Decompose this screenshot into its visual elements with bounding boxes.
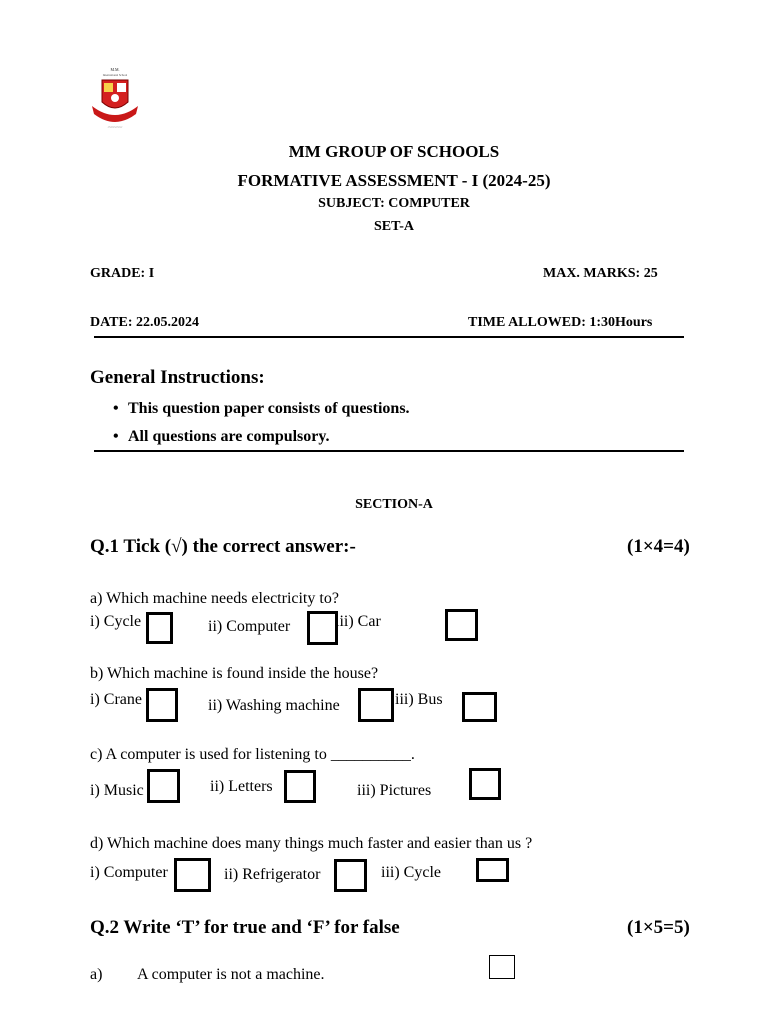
option-label: iii) Pictures xyxy=(357,782,432,799)
instruction-item: This question paper consists of questions. xyxy=(128,400,410,417)
answer-checkbox[interactable] xyxy=(307,611,338,645)
instruction-item: All questions are compulsory. xyxy=(128,428,330,445)
option-label: i) Music xyxy=(90,782,144,799)
time-allowed-label: TIME ALLOWED: 1:30Hours xyxy=(468,315,653,330)
answer-checkbox[interactable] xyxy=(462,692,497,722)
question-text: a) Which machine needs electricity to? xyxy=(90,590,339,607)
svg-text:M.M.: M.M. xyxy=(110,67,120,72)
q2-title: Q.2 Write ‘T’ for true and ‘F’ for false xyxy=(90,917,400,938)
true-false-answer-box[interactable] xyxy=(489,955,515,979)
option-label: ii) Refrigerator xyxy=(224,866,321,883)
answer-checkbox[interactable] xyxy=(174,858,211,892)
question-text: b) Which machine is found inside the house? xyxy=(90,665,379,682)
answer-checkbox[interactable] xyxy=(284,770,316,803)
grade-label: GRADE: I xyxy=(90,266,155,281)
option-label: i) Cycle xyxy=(90,613,142,630)
set-label: SET-A xyxy=(374,219,414,234)
option-label: iii) Car xyxy=(335,613,381,630)
divider-top xyxy=(94,336,684,338)
subject-label: SUBJECT: COMPUTER xyxy=(318,196,470,211)
svg-text:International School: International School xyxy=(102,73,128,77)
option-label: ii) Computer xyxy=(208,618,291,635)
question-text: d) Which machine does many things much faster and easier than us ? xyxy=(90,835,533,852)
option-label: ii) Letters xyxy=(210,778,273,795)
answer-checkbox[interactable] xyxy=(146,688,178,722)
option-label: i) Crane xyxy=(90,691,142,708)
assessment-title: FORMATIVE ASSESSMENT - I (2024-25) xyxy=(237,171,551,190)
question-text: c) A computer is used for listening to __________. xyxy=(90,746,415,763)
q2-marks: (1×5=5) xyxy=(627,917,690,938)
divider-bottom xyxy=(94,450,684,452)
q1-marks: (1×4=4) xyxy=(627,536,690,557)
section-a-heading: SECTION-A xyxy=(355,497,433,512)
school-name: MM GROUP OF SCHOOLS xyxy=(288,142,500,161)
answer-checkbox[interactable] xyxy=(146,612,173,644)
answer-checkbox[interactable] xyxy=(476,858,509,882)
date-label: DATE: 22.05.2024 xyxy=(90,315,200,330)
option-label: iii) Bus xyxy=(395,691,443,708)
option-label: ii) Washing machine xyxy=(208,697,340,714)
answer-checkbox[interactable] xyxy=(147,769,180,803)
school-logo xyxy=(86,66,144,132)
answer-checkbox[interactable] xyxy=(358,688,394,722)
option-label: iii) Cycle xyxy=(381,864,441,881)
instructions-title: General Instructions: xyxy=(90,367,265,388)
q1-title: Q.1 Tick (√) the correct answer:- xyxy=(90,536,356,557)
answer-checkbox[interactable] xyxy=(445,609,478,641)
statement-label: a) xyxy=(90,966,103,983)
statement-text: A computer is not a machine. xyxy=(137,966,325,983)
answer-checkbox[interactable] xyxy=(469,768,501,800)
svg-text:~~~~~~~~~: ~~~~~~~~~ xyxy=(107,125,123,129)
bullet-icon: • xyxy=(113,400,119,417)
max-marks-label: MAX. MARKS: 25 xyxy=(543,266,658,281)
answer-checkbox[interactable] xyxy=(334,859,367,892)
bullet-icon: • xyxy=(113,428,119,445)
option-label: i) Computer xyxy=(90,864,168,881)
